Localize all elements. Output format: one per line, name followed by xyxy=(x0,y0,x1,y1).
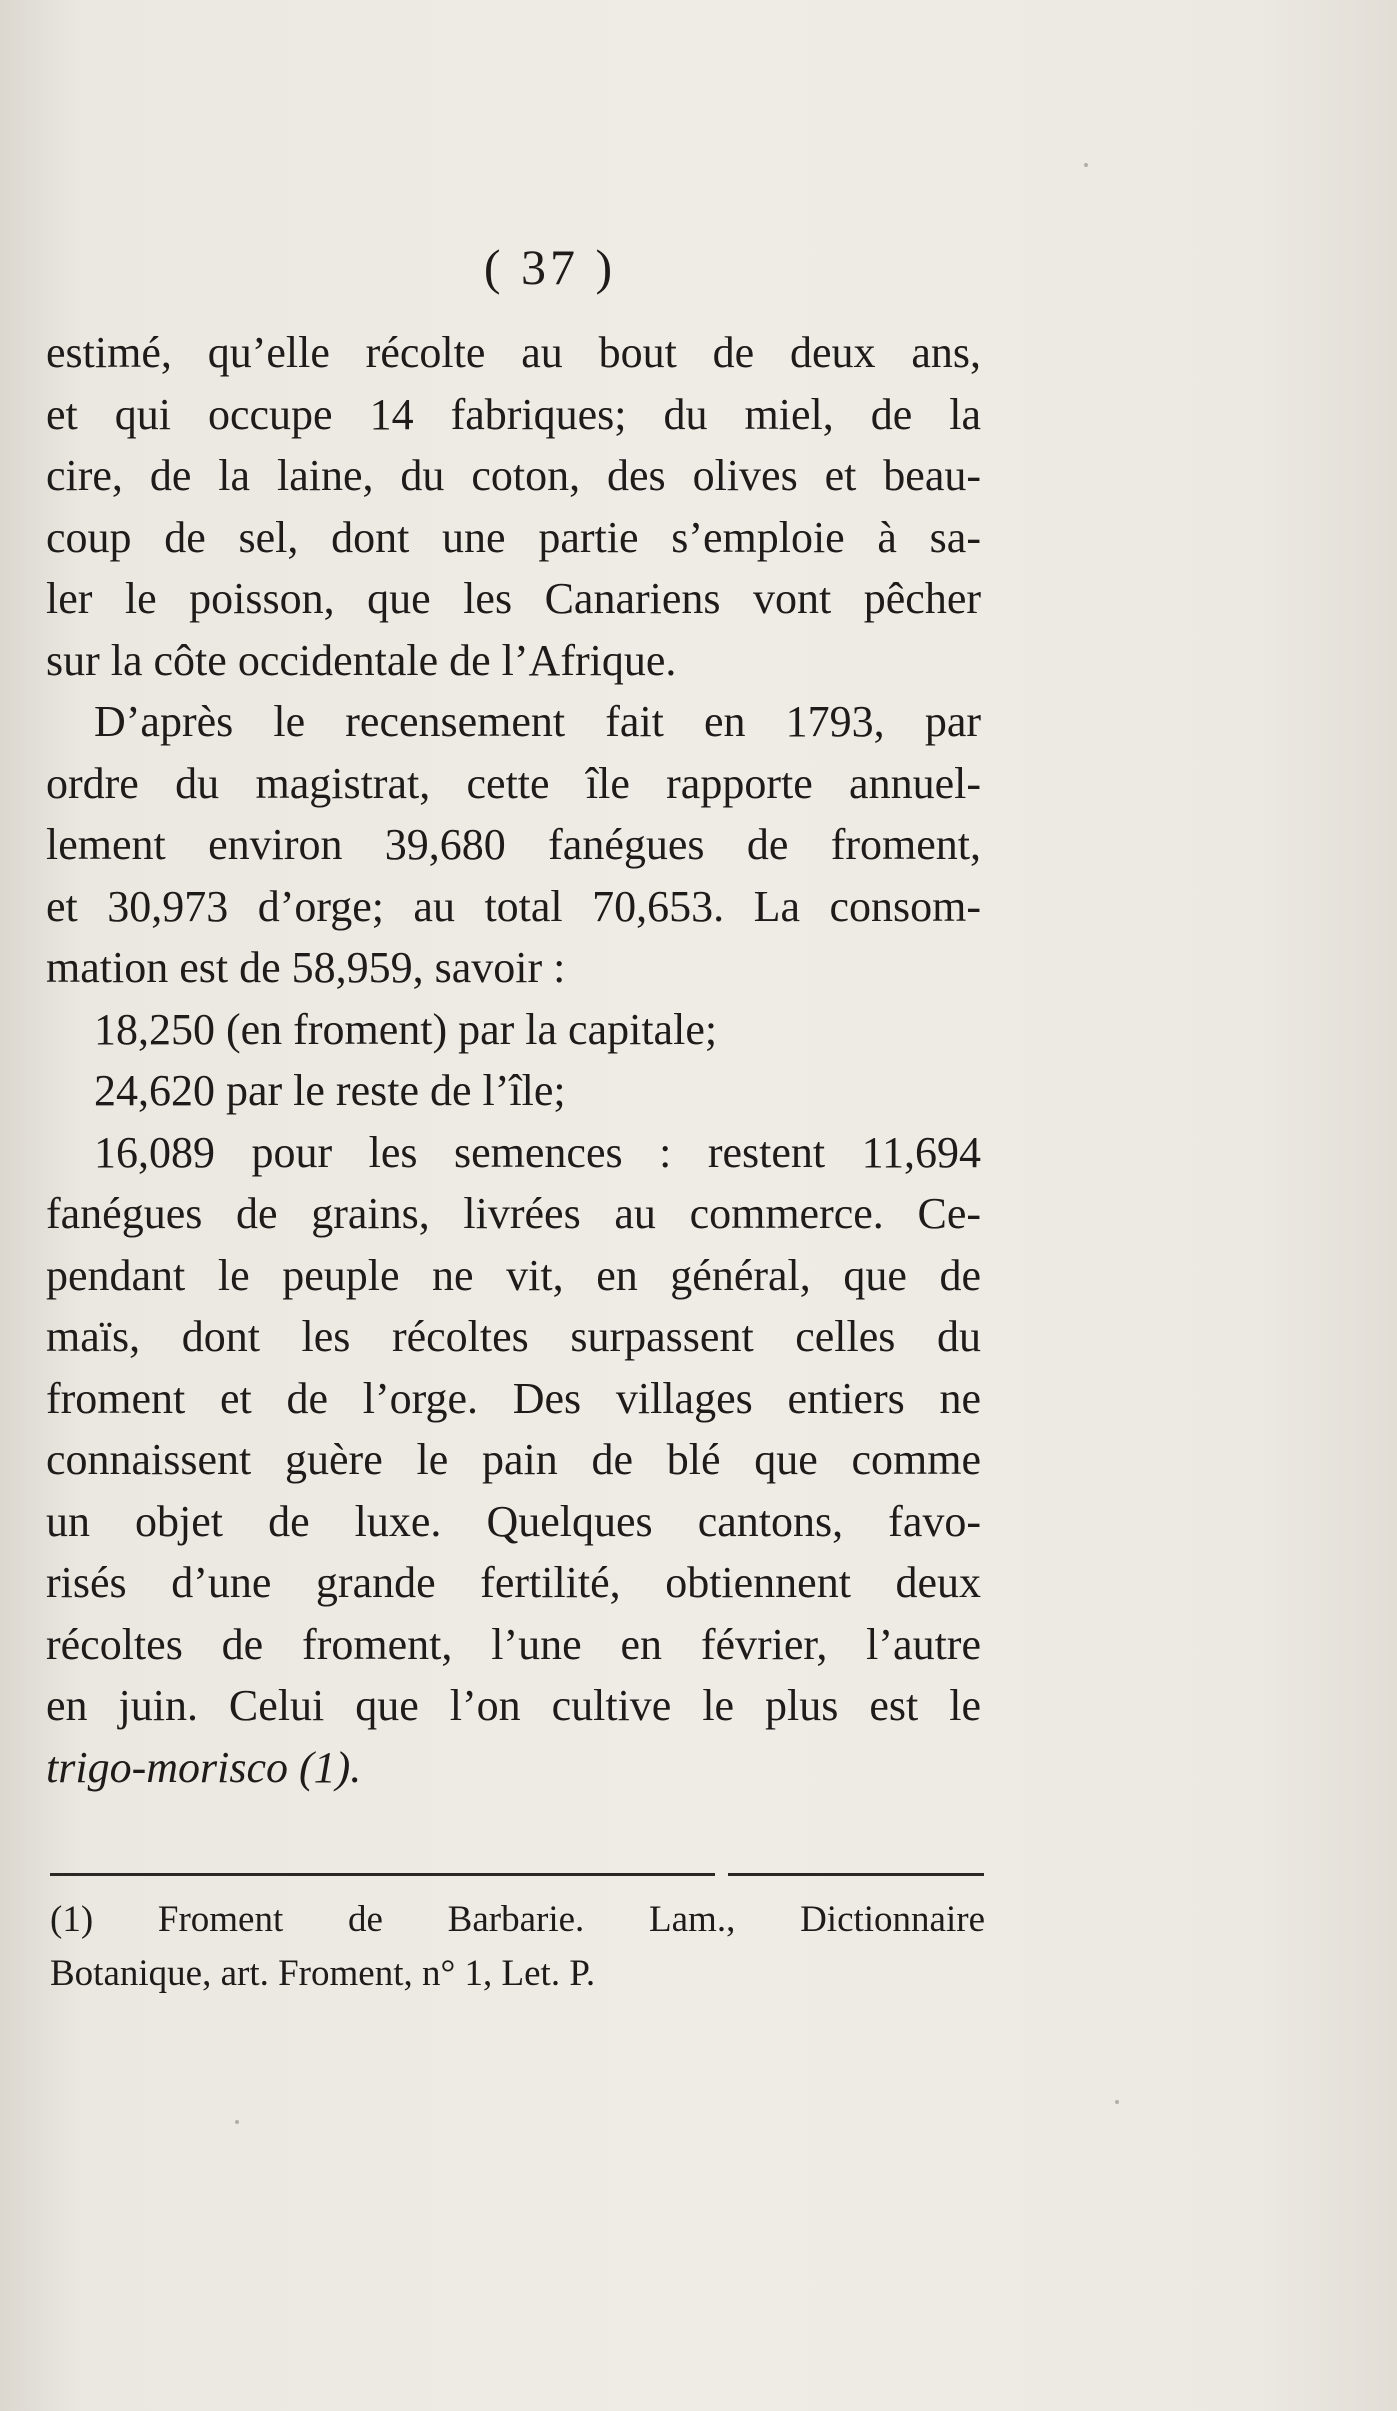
text-line: sur la côte occidentale de l’Afrique. xyxy=(46,635,677,685)
text-line: cire, de la laine, du coton, des olives et beau- xyxy=(46,451,981,500)
text-line: risés d’une grande fertilité, obtiennent deux xyxy=(46,1558,981,1607)
text-line: ler le poisson, que les Canariens vont pêcher xyxy=(46,574,981,623)
text-line: fanégues de grains, livrées au commerce. Ce- xyxy=(46,1189,981,1238)
text-line: 18,250 (en froment) par la capitale; xyxy=(94,1004,718,1054)
footnote-rule xyxy=(50,1873,715,1876)
text-line: D’après le recensement fait en 1793, par xyxy=(94,697,981,746)
footnote-line: Botanique, art. Froment, n° 1, Let. P. xyxy=(50,1953,596,1994)
text-line: trigo-morisco (1). xyxy=(46,1742,362,1792)
text-line: et qui occupe 14 fabriques; du miel, de la xyxy=(46,389,981,439)
text-line: pendant le peuple ne vit, en général, que de xyxy=(46,1250,981,1300)
footnote-line: (1) Froment de Barbarie. Lam., Dictionnaire xyxy=(50,1899,985,1940)
text-line: récoltes de froment, l’une en février, l’autre xyxy=(46,1619,981,1669)
text-line: coup de sel, dont une partie s’emploie à sa- xyxy=(46,512,981,562)
paper-speck xyxy=(1084,163,1088,167)
text-line: et 30,973 d’orge; au total 70,653. La consom- xyxy=(46,881,981,931)
page-number: ( 37 ) xyxy=(483,239,617,295)
text-line: maïs, dont les récoltes surpassent celles du xyxy=(46,1312,981,1361)
text-line: un objet de luxe. Quelques cantons, favo- xyxy=(46,1496,981,1546)
text-line: froment et de l’orge. Des villages entiers ne xyxy=(46,1373,981,1423)
body-text xyxy=(46,322,981,1798)
text-line: 24,620 par le reste de l’île; xyxy=(94,1066,566,1115)
text-line: estimé, qu’elle récolte au bout de deux ans, xyxy=(46,328,981,377)
text-line: lement environ 39,680 fanégues de froment, xyxy=(46,820,981,869)
text-line: connaissent guère le pain de blé que comme xyxy=(46,1435,981,1484)
text-line: 16,089 pour les semences : restent 11,694 xyxy=(94,1127,981,1177)
paper-speck xyxy=(1115,2100,1119,2104)
paper-speck xyxy=(235,2120,239,2124)
text-line: en juin. Celui que l’on cultive le plus est le xyxy=(46,1681,981,1730)
text-line: ordre du magistrat, cette île rapporte annuel- xyxy=(46,758,981,808)
footnote-rule xyxy=(728,1873,984,1876)
text-line: mation est de 58,959, savoir : xyxy=(46,943,566,992)
footnote xyxy=(50,1893,985,2001)
